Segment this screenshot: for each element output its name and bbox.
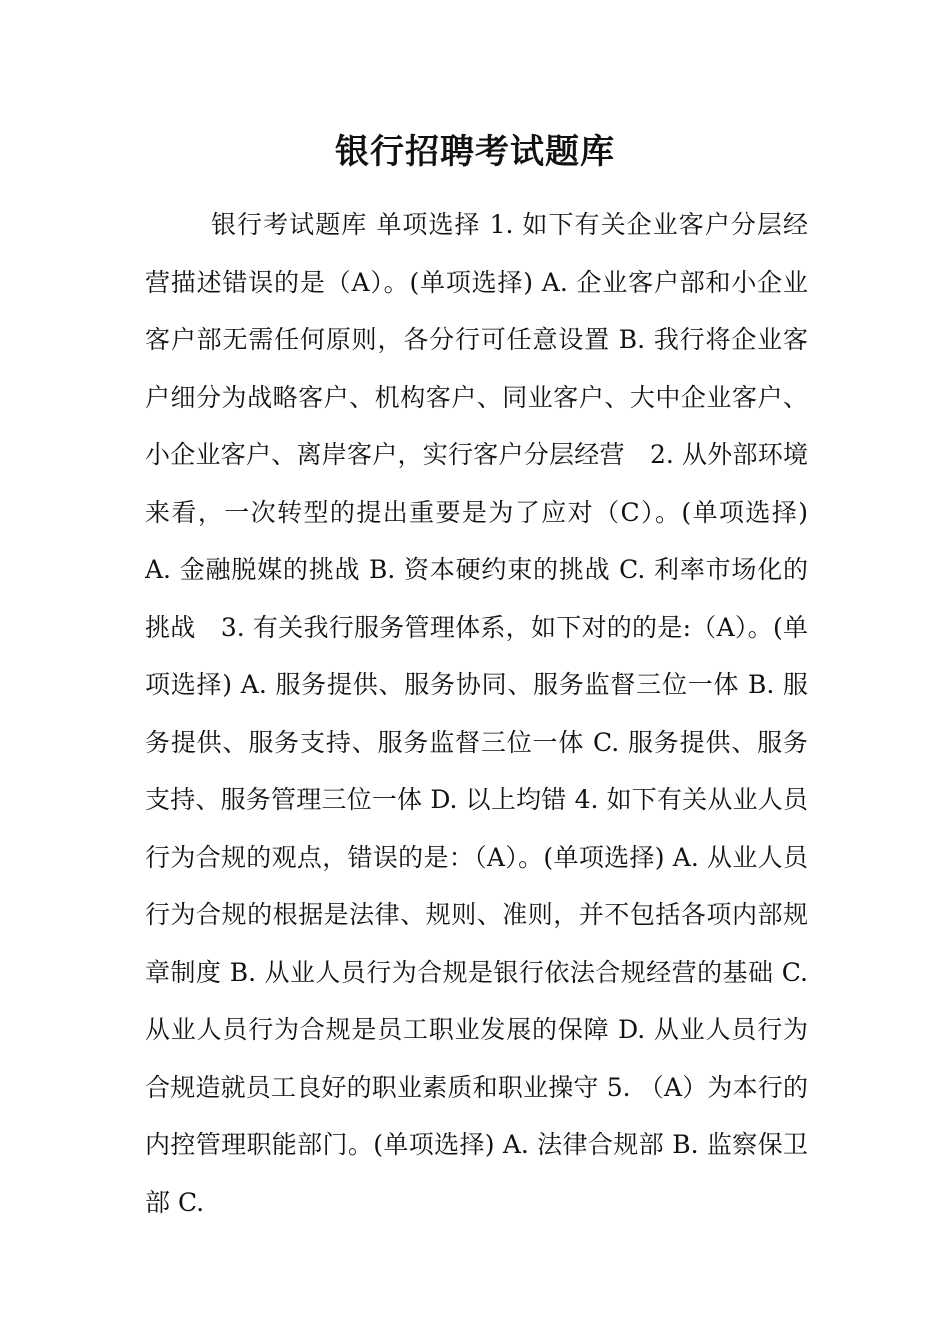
document-title: 银行招聘考试题库 (335, 132, 615, 172)
document-body-paragraph: 银行考试题库 单项选择 1. 如下有关企业客户分层经营描述错误的是（A）。(单项选择) A. 企业客户部和小企业客户部无需任何原则，各分行可任意设置 B. 我行将企业客户细分为战略客户、机构客户、同业客户、大中企业客户、小企业客户、离岸客户，实行客户分层经营 2. 从外部环境来看，一次转型的提出重要是为了应对（C）。(单项选择) A. 金融脱媒的挑战 B. 资本硬约束的挑战 C. 利率市场化的挑战 3. 有关我行服务管理体系，如下对的的是:（A）。(单项选择) A. 服务提供、服务协同、服务监督三位一体 B. 服务提供、服务支持、服务监督三位一体 C. 服务提供、服务支持、服务管理三位一体 D. 以上均错 4. 如下有关从业人员行为合规的观点，错误的是：（A）。(单项选择) A. 从业人员行为合规的根据是法律、规则、准则，并不包括各项内部规章制度 B. 从业人员行为合规是银行依法合规经营的基础 C. 从业人员行为合规是员工职业发展的保障 D. 从业人员行为合规造就员工良好的职业素质和职业操守 5. （A）为本行的内控管理职能部门。(单项选择) A. 法律合规部 B. 监察保卫部 C. (145, 210, 834, 1217)
